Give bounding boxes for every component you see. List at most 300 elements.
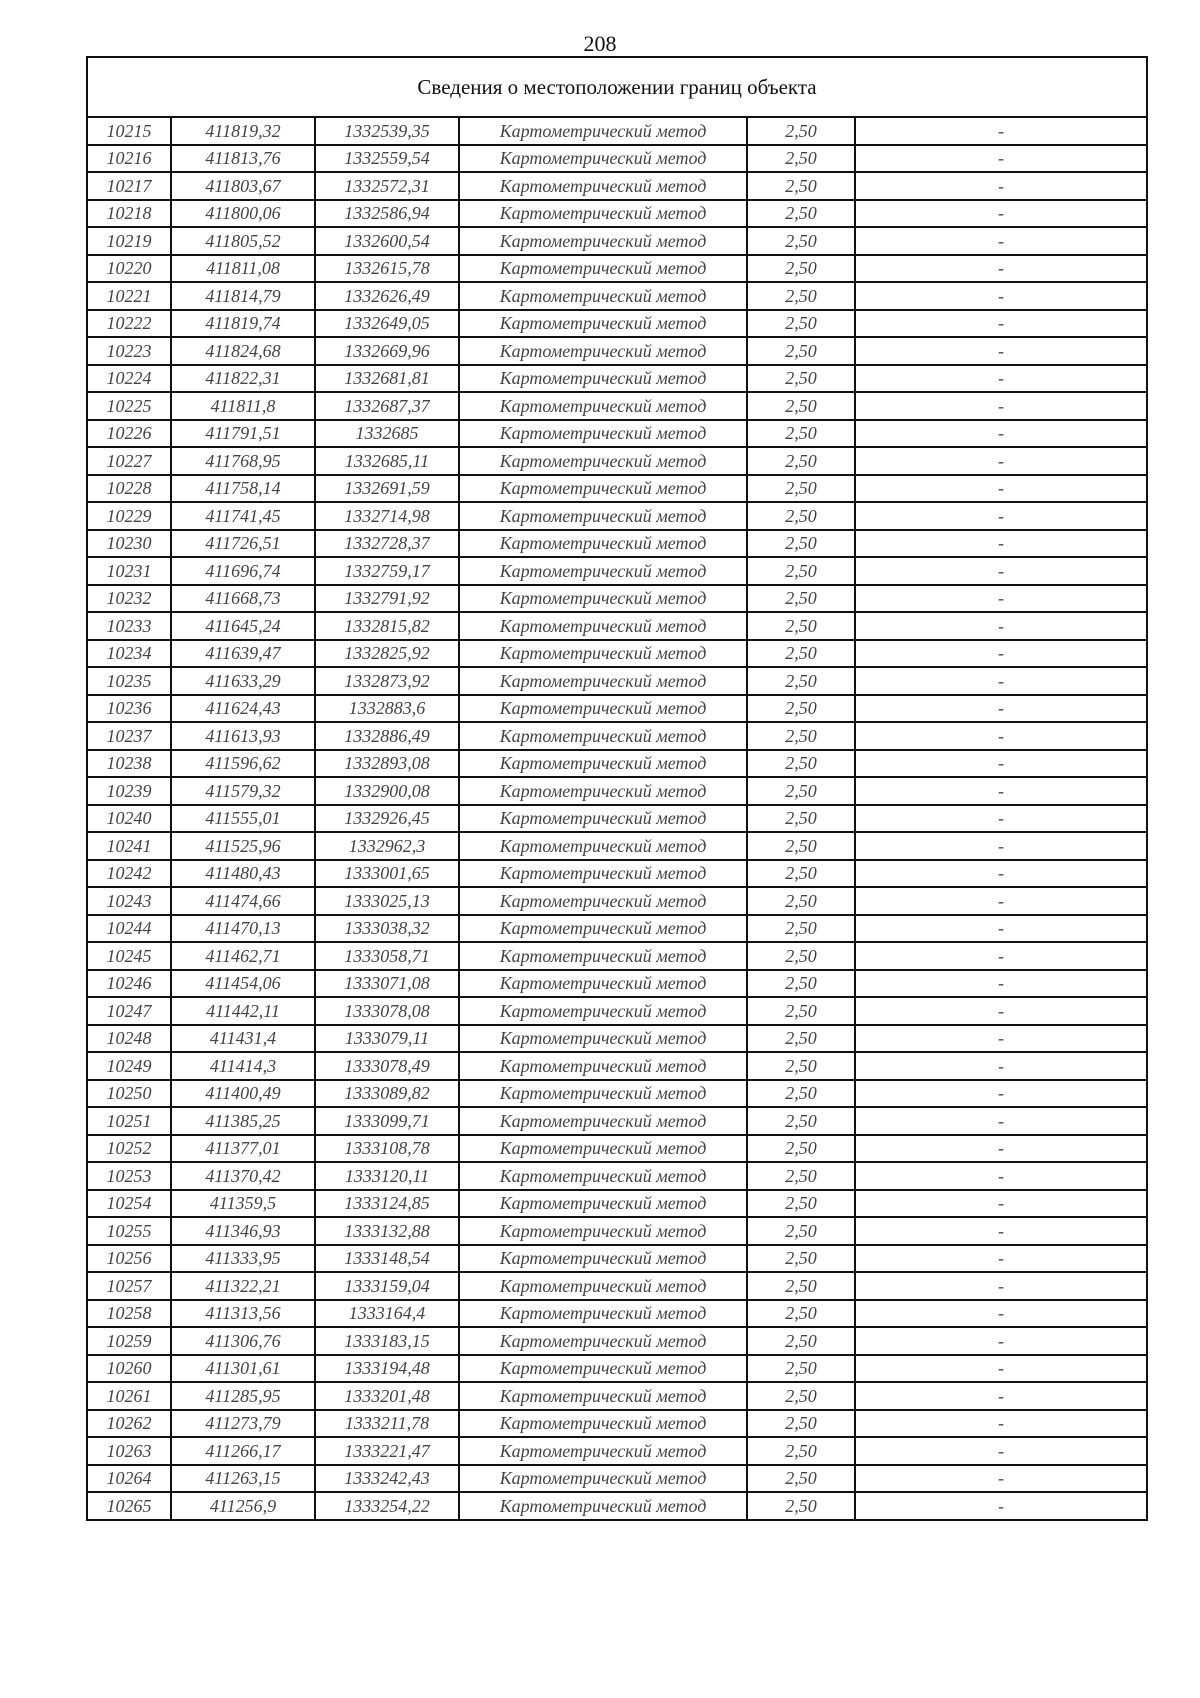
point-number-cell: 10260 [87,1355,171,1383]
x-coordinate-cell: 411474,66 [171,887,315,915]
y-coordinate-cell: 1332649,05 [315,310,459,338]
accuracy-cell: 2,50 [747,502,855,530]
point-number-cell: 10227 [87,447,171,475]
method-cell: Картометрический метод [459,750,747,778]
accuracy-cell: 2,50 [747,695,855,723]
table-row [87,200,1147,228]
table-row [87,695,1147,723]
point-number-cell: 10243 [87,887,171,915]
y-coordinate-cell: 1332586,94 [315,200,459,228]
y-coordinate-cell: 1333164,4 [315,1300,459,1328]
table-row [87,1437,1147,1465]
coordinates-table [86,56,1148,1521]
method-cell: Картометрический метод [459,337,747,365]
table-row [87,1025,1147,1053]
accuracy-cell: 2,50 [747,1052,855,1080]
description-cell: - [855,392,1147,420]
y-coordinate-cell: 1333079,11 [315,1025,459,1053]
method-cell: Картометрический метод [459,1437,747,1465]
method-cell: Картометрический метод [459,695,747,723]
description-cell: - [855,1437,1147,1465]
table-row [87,227,1147,255]
method-cell: Картометрический метод [459,1052,747,1080]
method-cell: Картометрический метод [459,970,747,998]
table-row [87,722,1147,750]
point-number-cell: 10218 [87,200,171,228]
table-row [87,1245,1147,1273]
y-coordinate-cell: 1332728,37 [315,530,459,558]
description-cell: - [855,557,1147,585]
accuracy-cell: 2,50 [747,172,855,200]
y-coordinate-cell: 1332893,08 [315,750,459,778]
accuracy-cell: 2,50 [747,1190,855,1218]
y-coordinate-cell: 1332559,54 [315,145,459,173]
point-number-cell: 10240 [87,805,171,833]
point-number-cell: 10245 [87,942,171,970]
method-cell: Картометрический метод [459,1410,747,1438]
x-coordinate-cell: 411385,25 [171,1107,315,1135]
y-coordinate-cell: 1332626,49 [315,282,459,310]
point-number-cell: 10233 [87,612,171,640]
table-row [87,1410,1147,1438]
accuracy-cell: 2,50 [747,1355,855,1383]
description-cell: - [855,1492,1147,1520]
accuracy-cell: 2,50 [747,612,855,640]
x-coordinate-cell: 411596,62 [171,750,315,778]
description-cell: - [855,1025,1147,1053]
y-coordinate-cell: 1332685,11 [315,447,459,475]
y-coordinate-cell: 1333078,49 [315,1052,459,1080]
point-number-cell: 10221 [87,282,171,310]
description-cell: - [855,722,1147,750]
point-number-cell: 10223 [87,337,171,365]
point-number-cell: 10219 [87,227,171,255]
method-cell: Картометрический метод [459,1245,747,1273]
description-cell: - [855,887,1147,915]
x-coordinate-cell: 411633,29 [171,667,315,695]
table-caption: Сведения о местоположении границ объекта [87,57,1147,117]
accuracy-cell: 2,50 [747,640,855,668]
x-coordinate-cell: 411555,01 [171,805,315,833]
x-coordinate-cell: 411462,71 [171,942,315,970]
point-number-cell: 10237 [87,722,171,750]
accuracy-cell: 2,50 [747,117,855,145]
point-number-cell: 10258 [87,1300,171,1328]
method-cell: Картометрический метод [459,667,747,695]
method-cell: Картометрический метод [459,997,747,1025]
y-coordinate-cell: 1332539,35 [315,117,459,145]
description-cell: - [855,1107,1147,1135]
x-coordinate-cell: 411285,95 [171,1382,315,1410]
x-coordinate-cell: 411322,21 [171,1272,315,1300]
method-cell: Картометрический метод [459,145,747,173]
point-number-cell: 10251 [87,1107,171,1135]
y-coordinate-cell: 1333211,78 [315,1410,459,1438]
point-number-cell: 10259 [87,1327,171,1355]
table-row [87,832,1147,860]
point-number-cell: 10215 [87,117,171,145]
method-cell: Картометрический метод [459,942,747,970]
x-coordinate-cell: 411696,74 [171,557,315,585]
accuracy-cell: 2,50 [747,667,855,695]
accuracy-cell: 2,50 [747,942,855,970]
y-coordinate-cell: 1332873,92 [315,667,459,695]
point-number-cell: 10217 [87,172,171,200]
table-row [87,557,1147,585]
point-number-cell: 10250 [87,1080,171,1108]
method-cell: Картометрический метод [459,117,747,145]
x-coordinate-cell: 411639,47 [171,640,315,668]
x-coordinate-cell: 411313,56 [171,1300,315,1328]
y-coordinate-cell: 1332681,81 [315,365,459,393]
accuracy-cell: 2,50 [747,915,855,943]
point-number-cell: 10252 [87,1135,171,1163]
method-cell: Картометрический метод [459,722,747,750]
y-coordinate-cell: 1333108,78 [315,1135,459,1163]
x-coordinate-cell: 411346,93 [171,1217,315,1245]
description-cell: - [855,1382,1147,1410]
table-row [87,1135,1147,1163]
point-number-cell: 10261 [87,1382,171,1410]
accuracy-cell: 2,50 [747,475,855,503]
y-coordinate-cell: 1332685 [315,420,459,448]
y-coordinate-cell: 1333159,04 [315,1272,459,1300]
y-coordinate-cell: 1332815,82 [315,612,459,640]
x-coordinate-cell: 411824,68 [171,337,315,365]
x-coordinate-cell: 411400,49 [171,1080,315,1108]
method-cell: Картометрический метод [459,1135,747,1163]
accuracy-cell: 2,50 [747,1410,855,1438]
point-number-cell: 10262 [87,1410,171,1438]
table-row [87,1162,1147,1190]
accuracy-cell: 2,50 [747,365,855,393]
x-coordinate-cell: 411791,51 [171,420,315,448]
method-cell: Картометрический метод [459,1272,747,1300]
table-row [87,475,1147,503]
method-cell: Картометрический метод [459,172,747,200]
y-coordinate-cell: 1332572,31 [315,172,459,200]
y-coordinate-cell: 1333058,71 [315,942,459,970]
method-cell: Картометрический метод [459,777,747,805]
description-cell: - [855,695,1147,723]
point-number-cell: 10235 [87,667,171,695]
x-coordinate-cell: 411645,24 [171,612,315,640]
table-row [87,1272,1147,1300]
accuracy-cell: 2,50 [747,447,855,475]
point-number-cell: 10230 [87,530,171,558]
point-number-cell: 10257 [87,1272,171,1300]
table-row [87,1107,1147,1135]
point-number-cell: 10224 [87,365,171,393]
description-cell: - [855,365,1147,393]
x-coordinate-cell: 411431,4 [171,1025,315,1053]
table-row [87,1382,1147,1410]
method-cell: Картометрический метод [459,227,747,255]
point-number-cell: 10226 [87,420,171,448]
accuracy-cell: 2,50 [747,1300,855,1328]
accuracy-cell: 2,50 [747,530,855,558]
y-coordinate-cell: 1333132,88 [315,1217,459,1245]
table-row [87,585,1147,613]
x-coordinate-cell: 411819,32 [171,117,315,145]
description-cell: - [855,282,1147,310]
method-cell: Картометрический метод [459,612,747,640]
y-coordinate-cell: 1333242,43 [315,1465,459,1493]
accuracy-cell: 2,50 [747,1107,855,1135]
table-row [87,777,1147,805]
accuracy-cell: 2,50 [747,310,855,338]
accuracy-cell: 2,50 [747,337,855,365]
method-cell: Картометрический метод [459,310,747,338]
x-coordinate-cell: 411822,31 [171,365,315,393]
accuracy-cell: 2,50 [747,200,855,228]
point-number-cell: 10253 [87,1162,171,1190]
table-row [87,1355,1147,1383]
y-coordinate-cell: 1332600,54 [315,227,459,255]
y-coordinate-cell: 1332714,98 [315,502,459,530]
table-row [87,117,1147,145]
y-coordinate-cell: 1333025,13 [315,887,459,915]
y-coordinate-cell: 1332900,08 [315,777,459,805]
x-coordinate-cell: 411454,06 [171,970,315,998]
point-number-cell: 10264 [87,1465,171,1493]
point-number-cell: 10234 [87,640,171,668]
method-cell: Картометрический метод [459,887,747,915]
table-row [87,1217,1147,1245]
accuracy-cell: 2,50 [747,1327,855,1355]
description-cell: - [855,585,1147,613]
table-row [87,640,1147,668]
method-cell: Картометрический метод [459,1382,747,1410]
point-number-cell: 10255 [87,1217,171,1245]
table-row [87,997,1147,1025]
accuracy-cell: 2,50 [747,392,855,420]
point-number-cell: 10216 [87,145,171,173]
accuracy-cell: 2,50 [747,585,855,613]
x-coordinate-cell: 411768,95 [171,447,315,475]
x-coordinate-cell: 411819,74 [171,310,315,338]
x-coordinate-cell: 411813,76 [171,145,315,173]
y-coordinate-cell: 1332691,59 [315,475,459,503]
x-coordinate-cell: 411442,11 [171,997,315,1025]
accuracy-cell: 2,50 [747,832,855,860]
description-cell: - [855,447,1147,475]
method-cell: Картометрический метод [459,832,747,860]
x-coordinate-cell: 411758,14 [171,475,315,503]
accuracy-cell: 2,50 [747,750,855,778]
y-coordinate-cell: 1332926,45 [315,805,459,833]
accuracy-cell: 2,50 [747,420,855,448]
description-cell: - [855,1355,1147,1383]
method-cell: Картометрический метод [459,255,747,283]
y-coordinate-cell: 1332669,96 [315,337,459,365]
y-coordinate-cell: 1333124,85 [315,1190,459,1218]
accuracy-cell: 2,50 [747,1217,855,1245]
method-cell: Картометрический метод [459,1190,747,1218]
table-row [87,942,1147,970]
point-number-cell: 10239 [87,777,171,805]
x-coordinate-cell: 411668,73 [171,585,315,613]
accuracy-cell: 2,50 [747,1272,855,1300]
accuracy-cell: 2,50 [747,777,855,805]
accuracy-cell: 2,50 [747,997,855,1025]
accuracy-cell: 2,50 [747,1382,855,1410]
x-coordinate-cell: 411811,8 [171,392,315,420]
x-coordinate-cell: 411800,06 [171,200,315,228]
point-number-cell: 10247 [87,997,171,1025]
point-number-cell: 10222 [87,310,171,338]
table-row [87,1465,1147,1493]
method-cell: Картометрический метод [459,640,747,668]
point-number-cell: 10244 [87,915,171,943]
description-cell: - [855,1080,1147,1108]
method-cell: Картометрический метод [459,365,747,393]
point-number-cell: 10231 [87,557,171,585]
y-coordinate-cell: 1333071,08 [315,970,459,998]
accuracy-cell: 2,50 [747,805,855,833]
y-coordinate-cell: 1332962,3 [315,832,459,860]
method-cell: Картометрический метод [459,1300,747,1328]
x-coordinate-cell: 411359,5 [171,1190,315,1218]
description-cell: - [855,1272,1147,1300]
point-number-cell: 10220 [87,255,171,283]
x-coordinate-cell: 411803,67 [171,172,315,200]
x-coordinate-cell: 411266,17 [171,1437,315,1465]
description-cell: - [855,145,1147,173]
method-cell: Картометрический метод [459,1025,747,1053]
description-cell: - [855,255,1147,283]
y-coordinate-cell: 1333194,48 [315,1355,459,1383]
description-cell: - [855,420,1147,448]
description-cell: - [855,860,1147,888]
method-cell: Картометрический метод [459,447,747,475]
table-row [87,915,1147,943]
description-cell: - [855,200,1147,228]
method-cell: Картометрический метод [459,420,747,448]
accuracy-cell: 2,50 [747,227,855,255]
x-coordinate-cell: 411613,93 [171,722,315,750]
page-number: 208 [583,31,617,56]
accuracy-cell: 2,50 [747,1245,855,1273]
x-coordinate-cell: 411273,79 [171,1410,315,1438]
table-row [87,172,1147,200]
accuracy-cell: 2,50 [747,1025,855,1053]
method-cell: Картометрический метод [459,1107,747,1135]
point-number-cell: 10242 [87,860,171,888]
accuracy-cell: 2,50 [747,1135,855,1163]
table-row [87,145,1147,173]
accuracy-cell: 2,50 [747,255,855,283]
accuracy-cell: 2,50 [747,860,855,888]
x-coordinate-cell: 411470,13 [171,915,315,943]
accuracy-cell: 2,50 [747,1162,855,1190]
y-coordinate-cell: 1333078,08 [315,997,459,1025]
x-coordinate-cell: 411256,9 [171,1492,315,1520]
x-coordinate-cell: 411579,32 [171,777,315,805]
description-cell: - [855,1135,1147,1163]
method-cell: Картометрический метод [459,502,747,530]
method-cell: Картометрический метод [459,1465,747,1493]
description-cell: - [855,502,1147,530]
description-cell: - [855,117,1147,145]
table-row [87,530,1147,558]
description-cell: - [855,1162,1147,1190]
y-coordinate-cell: 1333221,47 [315,1437,459,1465]
description-cell: - [855,1327,1147,1355]
description-cell: - [855,832,1147,860]
x-coordinate-cell: 411624,43 [171,695,315,723]
method-cell: Картометрический метод [459,1080,747,1108]
method-cell: Картометрический метод [459,860,747,888]
description-cell: - [855,1245,1147,1273]
point-number-cell: 10225 [87,392,171,420]
table-row [87,970,1147,998]
method-cell: Картометрический метод [459,200,747,228]
description-cell: - [855,750,1147,778]
description-cell: - [855,1465,1147,1493]
accuracy-cell: 2,50 [747,557,855,585]
x-coordinate-cell: 411377,01 [171,1135,315,1163]
description-cell: - [855,172,1147,200]
table-row [87,887,1147,915]
y-coordinate-cell: 1333201,48 [315,1382,459,1410]
x-coordinate-cell: 411333,95 [171,1245,315,1273]
accuracy-cell: 2,50 [747,722,855,750]
x-coordinate-cell: 411811,08 [171,255,315,283]
point-number-cell: 10246 [87,970,171,998]
y-coordinate-cell: 1333038,32 [315,915,459,943]
point-number-cell: 10265 [87,1492,171,1520]
description-cell: - [855,1410,1147,1438]
accuracy-cell: 2,50 [747,1465,855,1493]
table-row [87,1052,1147,1080]
point-number-cell: 10249 [87,1052,171,1080]
table-row [87,447,1147,475]
method-cell: Картометрический метод [459,282,747,310]
table-row [87,310,1147,338]
description-cell: - [855,777,1147,805]
y-coordinate-cell: 1332825,92 [315,640,459,668]
accuracy-cell: 2,50 [747,1437,855,1465]
description-cell: - [855,1190,1147,1218]
method-cell: Картометрический метод [459,585,747,613]
description-cell: - [855,667,1147,695]
y-coordinate-cell: 1332687,37 [315,392,459,420]
x-coordinate-cell: 411263,15 [171,1465,315,1493]
method-cell: Картометрический метод [459,557,747,585]
x-coordinate-cell: 411525,96 [171,832,315,860]
point-number-cell: 10229 [87,502,171,530]
y-coordinate-cell: 1333099,71 [315,1107,459,1135]
table-row [87,420,1147,448]
table-row [87,1300,1147,1328]
x-coordinate-cell: 411741,45 [171,502,315,530]
table-row [87,750,1147,778]
table-body [87,117,1147,1520]
description-cell: - [855,942,1147,970]
table-caption-row [87,57,1147,117]
y-coordinate-cell: 1333183,15 [315,1327,459,1355]
description-cell: - [855,310,1147,338]
description-cell: - [855,337,1147,365]
y-coordinate-cell: 1333001,65 [315,860,459,888]
accuracy-cell: 2,50 [747,1080,855,1108]
method-cell: Картометрический метод [459,392,747,420]
table-row [87,255,1147,283]
y-coordinate-cell: 1333089,82 [315,1080,459,1108]
point-number-cell: 10254 [87,1190,171,1218]
y-coordinate-cell: 1332615,78 [315,255,459,283]
